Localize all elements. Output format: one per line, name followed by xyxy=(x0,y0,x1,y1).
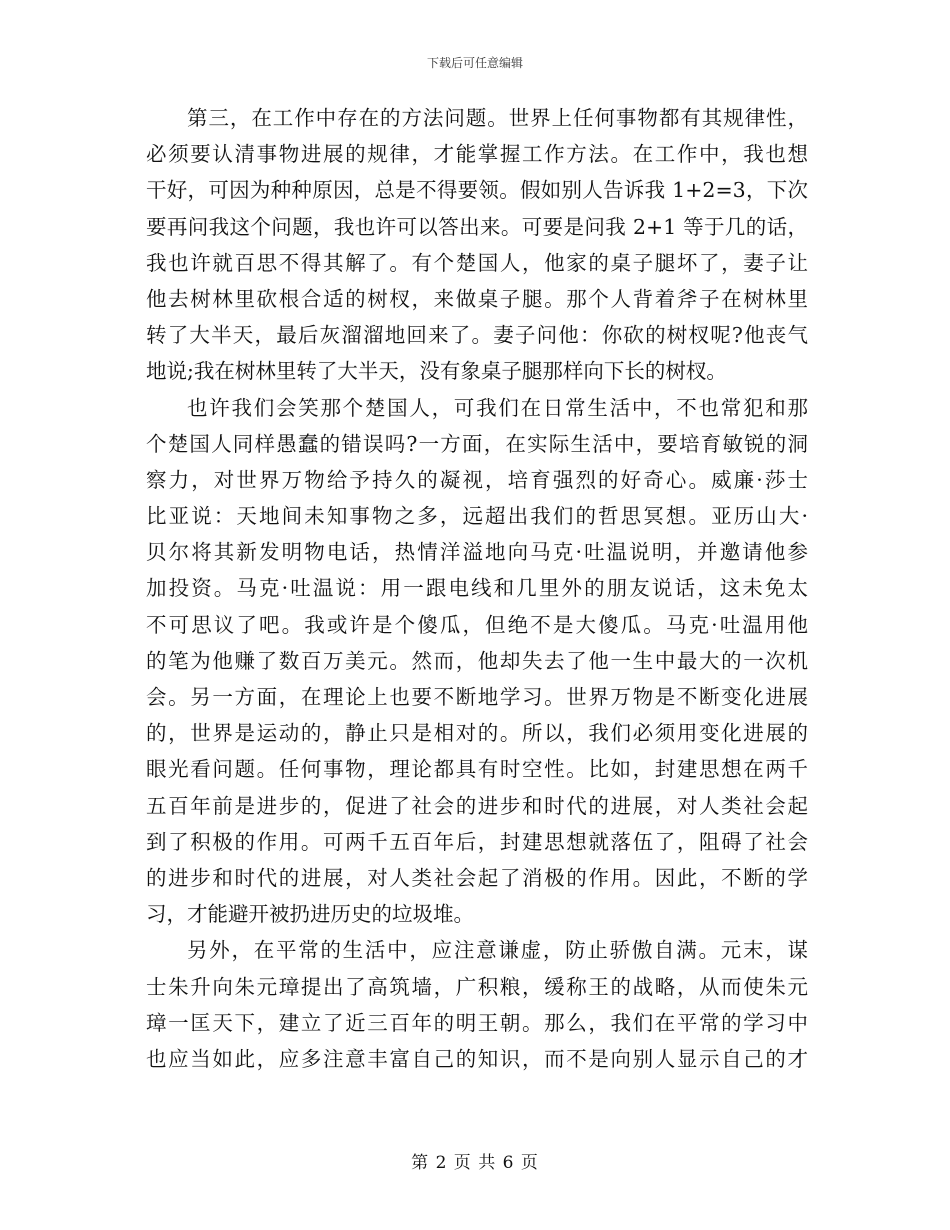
text-line: 习，才能避开被扔进历史的垃圾堆。 xyxy=(146,902,474,927)
text-line: 不可思议了吧。我或许是个傻瓜，但绝不是大傻瓜。马克·吐温用他 xyxy=(146,612,808,637)
text-line: 要再问我这个问题，我也许可以答出来。可要是问我 2+1 等于几的话， xyxy=(146,214,808,239)
text-line: 必须要认清事物进展的规律，才能掌握工作方法。在工作中，我也想 xyxy=(146,142,808,167)
text-line: 也应当如此，应多注意丰富自己的知识，而不是向别人显示自己的才 xyxy=(146,1046,808,1071)
text-line: 璋一匡天下，建立了近三百年的明王朝。那么，我们在平常的学习中 xyxy=(146,1010,808,1035)
text-line: 五百年前是进步的，促进了社会的进步和时代的进展，对人类社会起 xyxy=(146,793,808,818)
text-line: 的，世界是运动的，静止只是相对的。所以，我们必须用变化进展的 xyxy=(146,721,808,746)
text-line: 另外，在平常的生活中，应注意谦虚，防止骄傲自满。元末，谋 xyxy=(187,938,808,963)
text-line: 转了大半天，最后灰溜溜地回来了。妻子问他：你砍的树杈呢?他丧气 xyxy=(146,323,808,348)
text-line: 加投资。马克·吐温说：用一跟电线和几里外的朋友说话，这未免太 xyxy=(146,576,808,601)
page-header: 下载后可任意编辑 xyxy=(426,56,523,70)
text-line: 干好，可因为种种原因，总是不得要领。假如别人告诉我 1+2=3，下次 xyxy=(146,178,808,203)
text-line: 的进步和时代的进展，对人类社会起了消极的作用。因此，不断的学 xyxy=(146,865,808,890)
text-line: 我也许就百思不得其解了。有个楚国人，他家的桌子腿坏了，妻子让 xyxy=(146,250,808,275)
text-line: 个楚国人同样愚蠢的错误吗?一方面，在实际生活中，要培育敏锐的洞 xyxy=(146,431,808,456)
text-line: 会。另一方面，在理论上也要不断地学习。世界万物是不断变化进展 xyxy=(146,685,808,709)
text-line: 士朱升向朱元璋提出了高筑墙，广积粮，缓称王的战略，从而使朱元 xyxy=(146,974,808,999)
text-line: 到了积极的作用。可两千五百年后，封建思想就落伍了，阻碍了社会 xyxy=(146,829,808,854)
page-number-footer: 第 2 页 共 6 页 xyxy=(411,1153,539,1173)
text-line: 眼光看问题。任何事物，理论都具有时空性。比如，封建思想在两千 xyxy=(146,757,808,782)
text-line: 第三，在工作中存在的方法问题。世界上任何事物都有其规律性， xyxy=(187,106,808,130)
text-line: 地说;我在树林里转了大半天，没有象桌子腿那样向下长的树杈。 xyxy=(146,359,727,384)
text-line: 比亚说：天地间未知事物之多，远超出我们的哲思冥想。亚历山大· xyxy=(146,504,808,529)
text-line: 也许我们会笑那个楚国人，可我们在日常生活中，不也常犯和那 xyxy=(187,395,808,420)
text-line: 他去树林里砍根合适的树杈，来做桌子腿。那个人背着斧子在树林里 xyxy=(146,286,808,311)
text-line: 察力，对世界万物给予持久的凝视，培育强烈的好奇心。威廉·莎士 xyxy=(146,467,808,492)
text-line: 贝尔将其新发明物电话，热情洋溢地向马克·吐温说明，并邀请他参 xyxy=(146,540,808,565)
text-line: 的笔为他赚了数百万美元。然而，他却失去了他一生中最大的一次机 xyxy=(146,648,808,673)
document-body xyxy=(146,100,808,1077)
